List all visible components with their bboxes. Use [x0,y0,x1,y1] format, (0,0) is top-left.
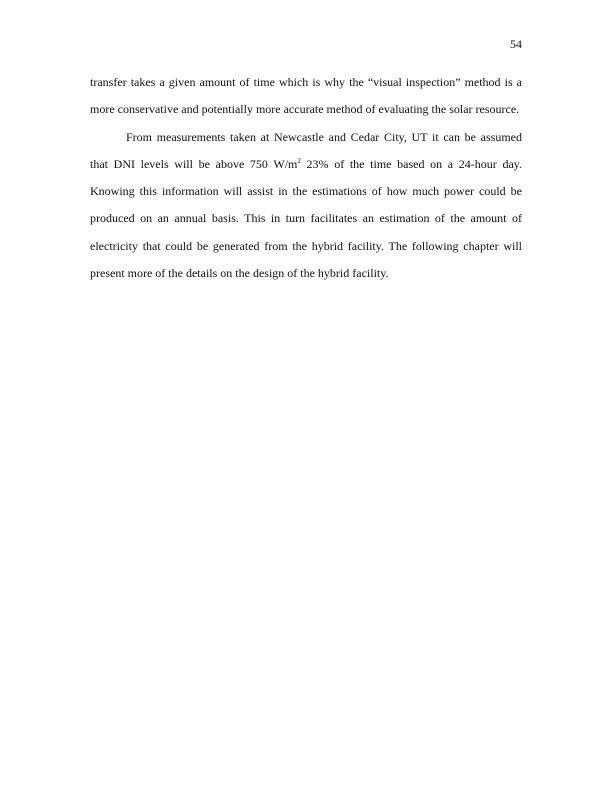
paragraph-continuation: transfer takes a given amount of time which is why the “visual inspection” method is a more conservative and potentially more accurate method of evaluating the solar resource. [90,75,522,117]
paragraph-text-after-superscript: 23% of the time based on a 24-hour day. Knowing this information will assist in the estimations of how much power could be produced on an annual basis. This in turn facilitates an estimation of the amount of electricity that could be generated from the hybrid facility. The following chapter will present more of the details on the design of the hybrid facility. [90,156,522,281]
unit-superscript: 2 [297,156,301,165]
paragraph-text-before-superscript: From measurements taken at Newcastle and Cedar City, UT it can be assumed that DNI levels will be above 750 W/m [90,129,522,171]
page-number: 54 [510,37,522,51]
paragraph-dni-measurements [90,124,522,288]
body-text [90,69,522,287]
